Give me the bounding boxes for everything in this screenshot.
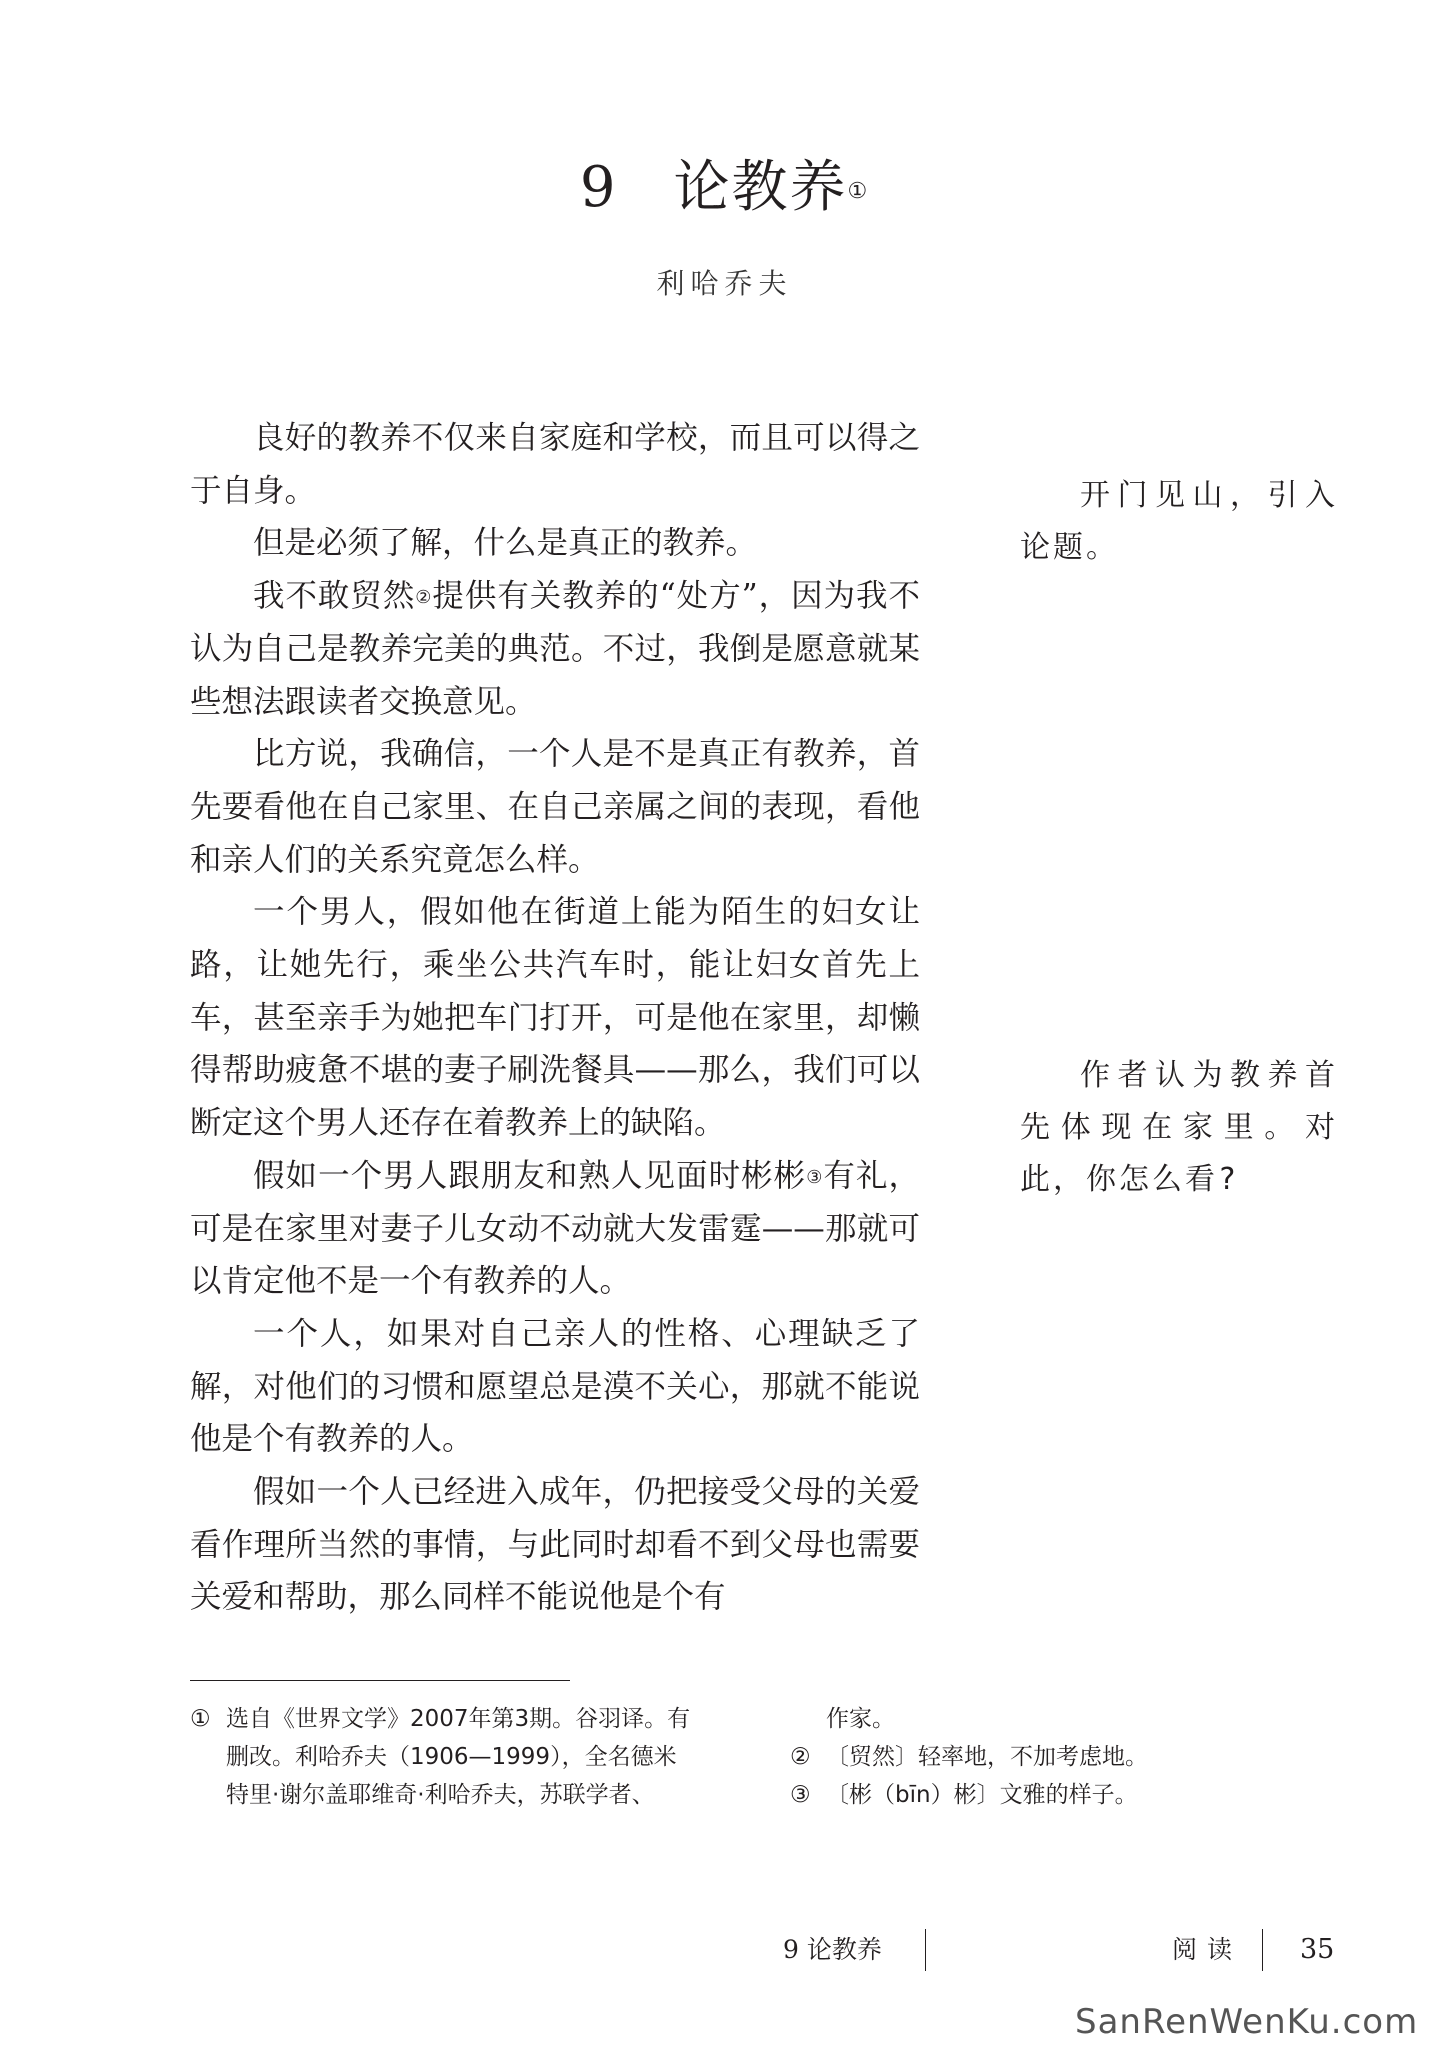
footnote-divider xyxy=(190,1680,570,1681)
footer-section-label: 阅读 xyxy=(1172,1935,1243,1964)
paragraph-3-text-a: 我不敢贸然 xyxy=(253,578,416,615)
footer-chapter-title: 9 论教养 xyxy=(783,1935,882,1964)
footnote-column-right xyxy=(790,1700,1350,1814)
footnote-mark-3[interactable]: ③ xyxy=(806,1166,824,1188)
footer-divider-1 xyxy=(925,1929,926,1971)
watermark-text: SanRenWenKu.com xyxy=(1075,2002,1419,2042)
footnote-2-mark: ② xyxy=(790,1744,811,1770)
footnote-1-line-3: 特里·谢尔盖耶维奇·利哈乔夫，苏联学者、 xyxy=(226,1782,655,1808)
paragraph-3-text-b: 提供有关教养的“处方”，因为我不认为自己是教养完美的典范。不过，我倒是愿意就某些想法跟读者交换意见。 xyxy=(190,578,920,720)
paragraph-6 xyxy=(190,1150,920,1308)
paragraph-4: 比方说，我确信，一个人是不是真正有教养，首先要看他在自己家里、在自己亲属之间的表现，看他和亲人们的关系究竟怎么样。 xyxy=(190,736,920,878)
footnote-3 xyxy=(790,1776,1350,1814)
footnote-1-line-4: 作家。 xyxy=(826,1706,895,1732)
footnote-1-mark: ① xyxy=(190,1706,211,1732)
paragraph-3 xyxy=(190,570,920,728)
footnote-1-line-1: 选自《世界文学》2007年第3期。谷羽译。有 xyxy=(226,1706,691,1732)
paragraph-6-text-b: 有礼，可是在家里对妻子儿女动不动就大发雷霆——那就可以肯定他不是一个有教养的人。 xyxy=(190,1157,920,1300)
paragraph-2: 但是必须了解，什么是真正的教养。 xyxy=(253,525,758,562)
paragraph-6-text-a: 假如一个男人跟朋友和熟人见面时彬彬 xyxy=(253,1157,807,1194)
paragraph-7: 一个人，如果对自己亲人的性格、心理缺乏了解，对他们的习惯和愿望总是漠不关心，那就不能说他是个有教养的人。 xyxy=(190,1315,920,1458)
paragraph-5: 一个男人，假如他在街道上能为陌生的妇女让路，让她先行，乘坐公共汽车时，能让妇女首先上车，甚至亲手为她把车门打开，可是他在家里，却懒得帮助疲惫不堪的妻子刷洗餐具——那么，我们可以断定这个男人还存在着教养上的缺陷。 xyxy=(190,894,920,1142)
footnote-2-text: 〔贸然〕轻率地，不加考虑地。 xyxy=(826,1744,1148,1770)
page-number: 35 xyxy=(1300,1934,1335,1965)
side-note-1 xyxy=(1020,470,1338,574)
article-title xyxy=(0,148,1449,228)
lesson-number: 9 xyxy=(579,155,618,220)
author-name: 利哈乔夫 xyxy=(656,267,793,300)
footnote-2 xyxy=(790,1738,1350,1776)
footnote-3-mark: ③ xyxy=(790,1782,811,1808)
paragraph-1: 良好的教养不仅来自家庭和学校，而且可以得之于自身。 xyxy=(190,420,920,509)
side-note-1-text: 开门见山，引入论题。 xyxy=(1020,478,1338,565)
side-note-2 xyxy=(1020,1050,1338,1206)
title-text: 论教养 xyxy=(673,155,848,220)
title-footnote-mark[interactable]: ① xyxy=(847,179,870,204)
footnote-1 xyxy=(190,1700,730,1814)
footnote-3-text: 〔彬（bīn）彬〕文雅的样子。 xyxy=(826,1782,1138,1808)
article-body xyxy=(190,412,920,1624)
side-note-2-text: 作者认为教养首先体现在家里。对此，你怎么看? xyxy=(1020,1058,1338,1197)
footnote-mark-2[interactable]: ② xyxy=(415,587,433,609)
footnote-1-line-2: 删改。利哈乔夫（1906—1999），全名德米 xyxy=(226,1744,677,1770)
paragraph-8: 假如一个人已经进入成年，仍把接受父母的关爱看作理所当然的事情，与此同时却看不到父母也需要关爱和帮助，那么同样不能说他是个有 xyxy=(190,1474,920,1616)
footer-divider-2 xyxy=(1262,1929,1263,1971)
